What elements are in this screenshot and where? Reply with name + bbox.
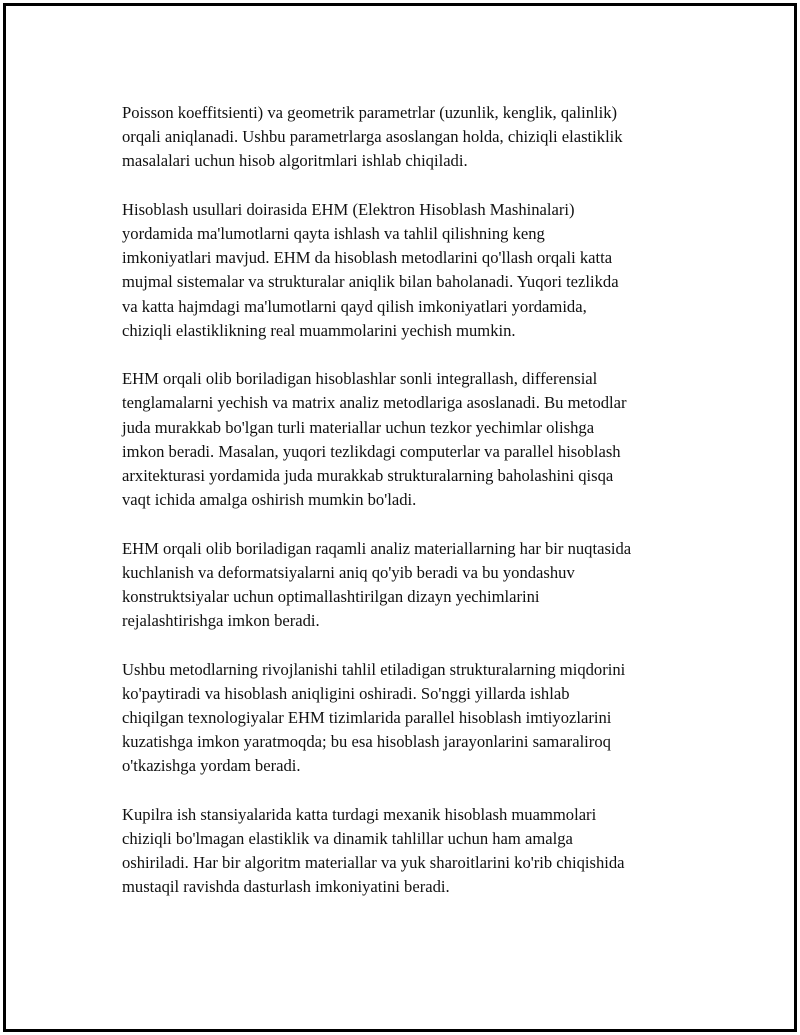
page-border xyxy=(3,3,797,1032)
paragraph-1: Poisson koeffitsienti) va geometrik parametrlar (uzunlik, kenglik, qalinlik) orqali aniqlanadi. Ushbu parametrlarga asoslangan holda, chiziqli elastiklik masalalari uchun hisob algoritmlari ishlab chiqiladi. xyxy=(122,103,623,171)
document-body xyxy=(122,101,692,924)
paragraph-2: Hisoblash usullari doirasida EHM (Elektron Hisoblash Mashinalari) yordamida ma'lumotlarni qayta ishlash va tahlil qilishning keng imkoniyatlari mavjud. EHM da hisoblash metodlarini qo'llash orqali katta mujmal sistemalar va strukturalar aniqlik bilan baholanadi. Yuqori tezlikda va katta hajmdagi ma'lumotlarni qayd qilish imkoniyatlari yordamida, chiziqli elastiklikning real muammolarini yechish mumkin. xyxy=(122,199,619,340)
paragraph-5: Ushbu metodlarning rivojlanishi tahlil etiladigan strukturalarning miqdorini ko'paytiradi va hisoblash aniqligini oshiradi. So'nggi yillarda ishlab chiqilgan texnologiyalar EHM tizimlarida parallel hisoblash imtiyozlarini kuzatishga imkon yaratmoqda; bu esa hisoblash jarayonlarini samaraliroq o'tkazishga yordam beradi. xyxy=(122,659,626,776)
paragraph-4: EHM orqali olib boriladigan raqamli analiz materiallarning har bir nuqtasida kuchlanish va deformatsiyalarni aniq qo'yib beradi va bu yondashuv konstruktsiyalar uchun optimallashtirilgan dizayn yechimlarini rejalashtirishga imkon beradi. xyxy=(122,538,632,631)
paragraph-6: Kupilra ish stansiyalarida katta turdagi mexanik hisoblash muammolari chiziqli bo'lmagan elastiklik va dinamik tahlillar uchun ham amalga oshiriladi. Har bir algoritm materiallar va yuk sharoitlarini ko'rib chiqishida mustaqil ravishda dasturlash imkoniyatini beradi. xyxy=(122,804,625,897)
paragraph-3: EHM orqali olib boriladigan hisoblashlar sonli integrallash, differensial tenglamalarni yechish va matrix analiz metodlariga asoslanadi. Bu metodlar juda murakkab bo'lgan turli materiallar uchun tezkor yechimlar olishga imkon beradi. Masalan, yuqori tezlikdagi computerlar va parallel hisoblash arxitekturasi yordamida juda murakkab strukturalarning baholashini qisqa vaqt ichida amalga oshirish mumkin bo'ladi. xyxy=(122,369,627,510)
